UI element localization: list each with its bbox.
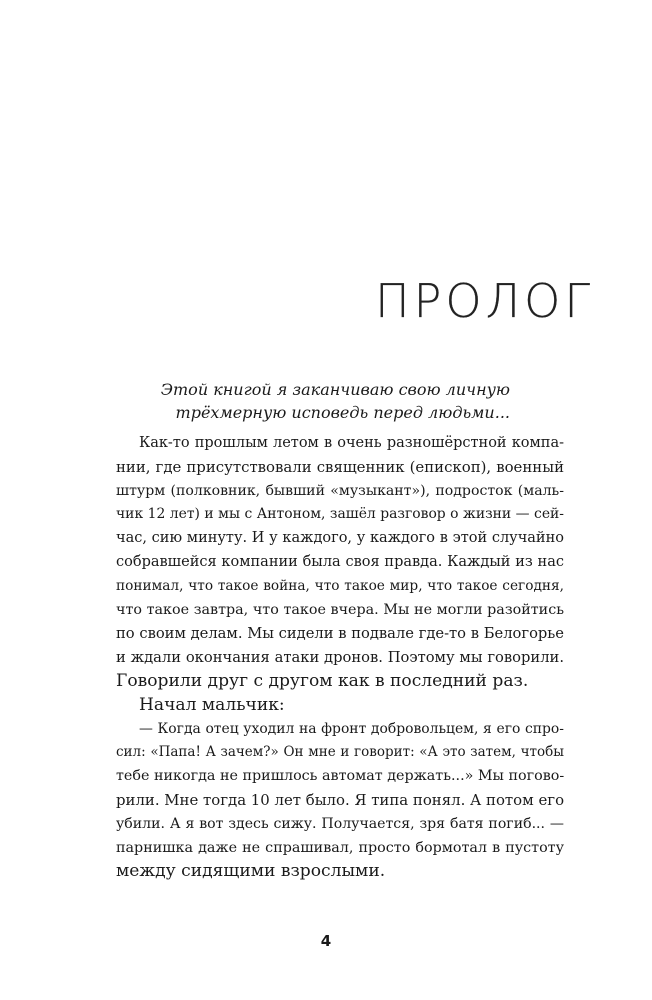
text-line: и ждали окончания атаки дронов. Поэтому мы говорили. <box>116 649 564 667</box>
text-line: штурм (полковник, бывший «музыкант»), подросток (маль- <box>116 482 564 499</box>
text-line: Как-то прошлым летом в очень разношёрстной компа- <box>139 435 564 451</box>
epigraph-line: трёхмерную исповедь перед людьми... <box>175 403 510 422</box>
text-line: по своим делам. Мы сидели в подвале где-то в Белогорье <box>116 625 564 643</box>
epigraph <box>110 378 510 424</box>
text-line: собравшейся компании была своя правда. Каждый из нас <box>116 553 564 570</box>
epigraph-line: Этой книгой я заканчиваю свою личную <box>160 380 510 399</box>
chapter-title: ПРОЛОГ <box>375 274 594 328</box>
text-line: что такое завтра, что такое вчера. Мы не могли разойтись <box>116 601 564 618</box>
text-line: рили. Мне тогда 10 лет было. Я типа понял. А потом его <box>116 790 565 809</box>
text-line: Начал мальчик: <box>139 694 285 715</box>
text-line: нии, где присутствовали священник (епископ), военный <box>116 457 564 476</box>
text-line: Говорили друг с другом как в последний раз. <box>116 670 529 691</box>
text-line: понимал, что такое война, что такое мир, что такое сегодня, <box>116 577 564 594</box>
text-line: между сидящими взрослыми. <box>116 861 386 882</box>
text-line: — Когда отец уходил на фронт добровольцем, я его спро- <box>139 720 564 737</box>
text-line: чик 12 лет) и мы с Антоном, зашёл разговор о жизни — сей- <box>116 506 564 523</box>
body-text <box>116 432 564 884</box>
page-number: 4 <box>320 932 332 950</box>
text-line: сил: «Папа! А зачем?» Он мне и говорит: «А это затем, чтобы <box>116 744 564 761</box>
text-line: парнишка даже не спрашивал, просто бормотал в пустоту <box>116 839 564 856</box>
text-line: убили. А я вот здесь сижу. Получается, зря батя погиб... — <box>116 815 564 832</box>
text-line: тебе никогда не пришлось автомат держать...» Мы погово- <box>116 768 565 785</box>
text-line: час, сию минуту. И у каждого, у каждого в этой случайно <box>116 530 564 547</box>
